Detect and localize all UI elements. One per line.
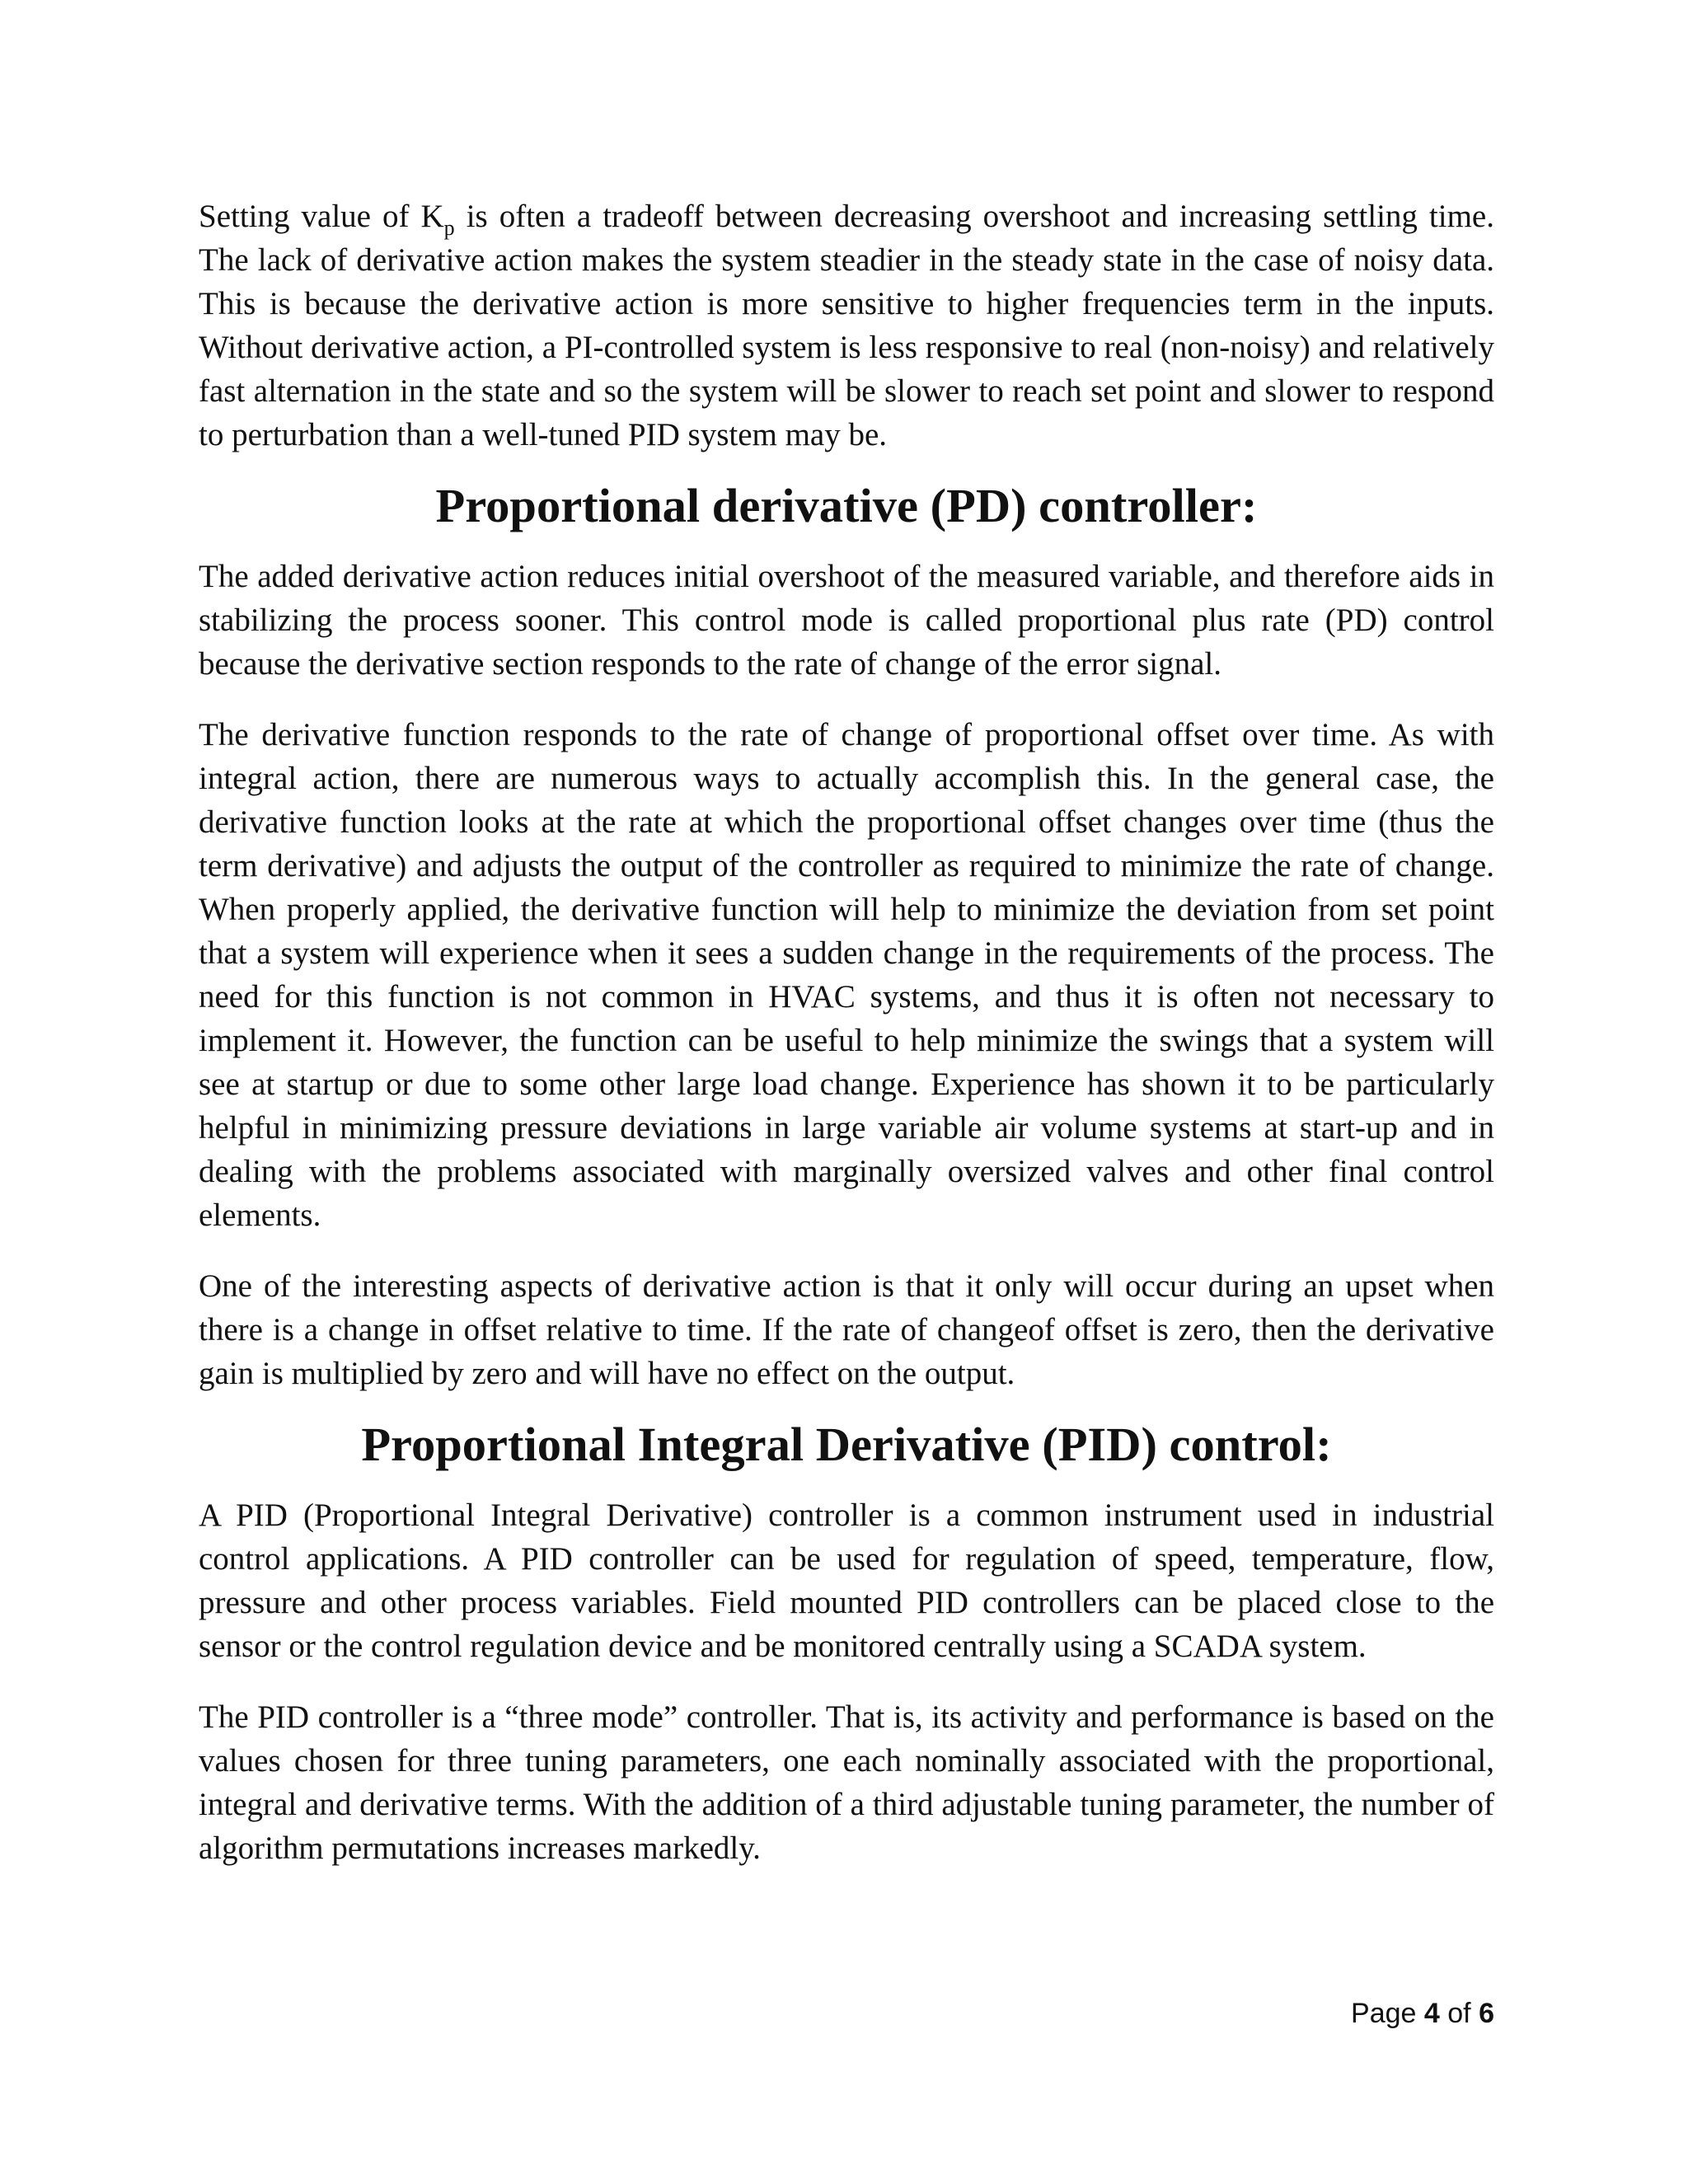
kp-subscript: p: [443, 216, 455, 240]
page-number: [1351, 1998, 1494, 2030]
paragraph-pd-intro: The added derivative action reduces initial overshoot of the measured variable, and therefore aids in stabilizing the process sooner. This control mode is called proportional plus rate (PD) control because the derivative section responds to the rate of change of the error signal.: [199, 559, 1494, 682]
heading-pid-control: Proportional Integral Derivative (PID) control:: [361, 1418, 1332, 1471]
document-body: [199, 194, 1494, 1897]
page-total: 6: [1479, 1998, 1494, 2029]
page-current: 4: [1423, 1998, 1440, 2029]
page-of-word: of: [1439, 1998, 1479, 2029]
paragraph-pid-three-mode: The PID controller is a “three mode” controller. That is, its activity and performance is based on the values chosen for three tuning parameters, one each nominally associated with the proportional, integral and derivative terms. With the addition of a third adjustable tuning parameter, the number of algorithm permutations increases markedly.: [199, 1699, 1494, 1866]
paragraph-pid-intro: A PID (Proportional Integral Derivative) controller is a common instrument used in industrial control applications. A PID controller can be used for regulation of speed, temperature, flow, pressure and other process variables. Field mounted PID controllers can be placed close to the sensor or the control regulation device and be monitored centrally using a SCADA system.: [199, 1497, 1494, 1664]
page-word: Page: [1351, 1998, 1424, 2029]
paragraph-derivative-aspects: One of the interesting aspects of derivative action is that it only will occur during an upset when there is a change in offset relative to time. If the rate of changeof offset is zero, then the derivative gain is multiplied by zero and will have no effect on the output.: [199, 1268, 1494, 1391]
paragraph-text: Setting value of K: [199, 199, 444, 234]
paragraph-derivative-function: The derivative function responds to the rate of change of proportional offset over time. As with integral action, there are numerous ways to actually accomplish this. In the general case, the derivative function looks at the rate at which the proportional offset changes over time (thus the term derivative) and adjusts the output of the controller as required to minimize the rate of change. When properly applied, the derivative function will help to minimize the deviation from set point that a system will experience when it sees a sudden change in the requirements of the process. The need for this function is not common in HVAC systems, and thus it is often not necessary to implement it. However, the function can be useful to help minimize the swings that a system will see at startup or due to some other large load change. Experience has shown it to be particularly helpful in minimizing pressure deviations in large variable air volume systems at start-up and in dealing with the problems associated with marginally oversized valves and other final control elements.: [199, 717, 1494, 1233]
heading-pd-controller: Proportional derivative (PD) controller:: [435, 479, 1258, 532]
paragraph-text: is often a tradeoff between decreasing overshoot and increasing settling time. The lack of derivative action makes the system steadier in the steady state in the case of noisy data. This is because the derivative action is more sensitive to higher frequencies term in the inputs. Without derivative action, a PI-controlled system is less responsive to real (non-noisy) and relatively fast alternation in the state and so the system will be slower to reach set point and slower to respond to perturbation than a well-tuned PID system may be.: [199, 199, 1494, 452]
paragraph-kp-tradeoff: [199, 194, 1494, 457]
